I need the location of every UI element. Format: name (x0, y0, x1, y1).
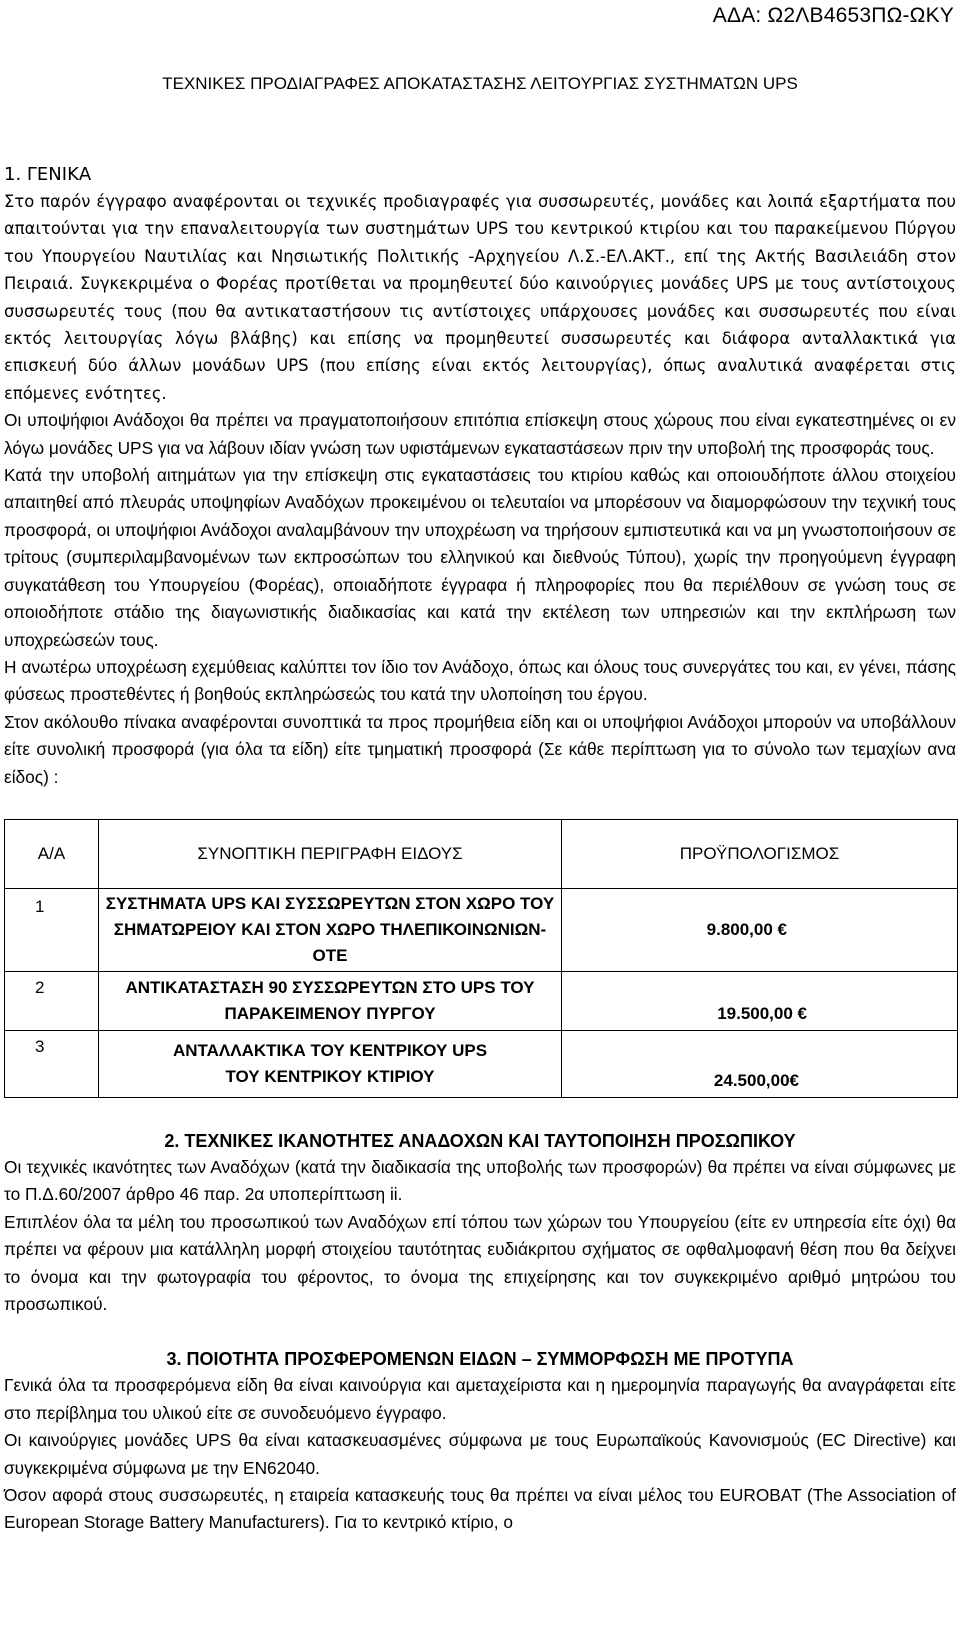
document-title: ΤΕΧΝΙΚΕΣ ΠΡΟΔΙΑΓΡΑΦΕΣ ΑΠΟΚΑΤΑΣΤΑΣΗΣ ΛΕΙΤΟΥΡΓΙΑΣ ΣΥΣΤΗΜΑΤΩΝ UPS (162, 74, 798, 93)
section2-paragraph-1: Οι τεχνικές ικανότητες των Αναδόχων (κατά την διαδικασία της υποβολής των προσφορών) θα πρέπει να είναι σύμφωνες με το Π.Δ.60/2007 άρθρο 46 παρ. 2α υποπερίπτωση ii. (4, 1156, 956, 1205)
row-aa: 2 (5, 971, 99, 1030)
table-row (5, 971, 958, 1030)
row-aa: 3 (5, 1030, 99, 1097)
row-description: ΣΥΣΤΗΜΑΤΑ UPS ΚΑΙ ΣΥΣΣΩΡΕΥΤΩΝ ΣΤΟΝ ΧΩΡΟ ΤΟΥ ΣΗΜΑΤΩΡΕΙΟΥ ΚΑΙ ΣΤΟΝ ΧΩΡΟ ΤΗΛΕΠΙΚΟΙΝΩΝΙΩΝ-ΟΤΕ (99, 888, 562, 971)
ada-code: ΑΔΑ: Ω2ΛΒ4653ΠΩ-ΩΚΥ (712, 4, 954, 27)
header-aa: Α/Α (5, 819, 99, 888)
section1-paragraph-5: Στον ακόλουθο πίνακα αναφέρονται συνοπτικά τα προς προμήθεια είδη και οι υποψήφιοι Ανάδοχοι μπορούν να υποβάλλουν είτε συνολική προσφορά (για όλα τα είδη) είτε τμηματική προσφορά (Σε κάθε περίπτωση για το σύνολο των τεμαχίων ανα είδος) : (4, 711, 956, 787)
document (4, 74, 956, 1537)
row-budget: 19.500,00 € (562, 971, 958, 1030)
section1-paragraph-3: Κατά την υποβολή αιτημάτων για την επίσκεψη στις εγκαταστάσεις του κτιρίου καθώς και οποιουδήποτε άλλου στοιχείου απαιτηθεί από πλευράς υποψηφίων Αναδόχων προκειμένου οι τελευταίοι να μπορέσουν να διαμορφώσουν την τεχνική τους προσφορά, οι υποψήφιοι Ανάδοχοι αναλαμβάνουν την υποχρέωση να τηρήσουν εμπιστευτικά και να μη γνωστοποιήσουν σε τρίτους (συμπεριλαμβανομένων των εκπροσώπων του ελληνικού και διεθνούς Τύπου), χωρίς την προηγούμενη έγγραφη συγκατάθεση του Υπουργείου (Φορέας), οποιαδήποτε έγγραφα ή πληροφορίες που θα περιέλθουν σε γνώση τους σε οποιοδήποτε στάδιο της διαγωνιστικής διαδικασίας και κατά την εκτέλεση των υπηρεσιών και την εκπλήρωση των υποχρεώσεών τους. (4, 465, 956, 650)
header-budget: ΠΡΟΫΠΟΛΟΓΙΣΜΟΣ (562, 819, 958, 888)
section3-paragraph-1: Γενικά όλα τα προσφερόμενα είδη θα είναι καινούργια και αμεταχείριστα και η ημερομηνία παραγωγής θα αναγράφεται είτε στο περίβλημα του υλικού είτε σε συνοδευόμενο έγγραφο. (4, 1375, 956, 1423)
row-description: ΑΝΤΙΚΑΤΑΣΤΑΣΗ 90 ΣΥΣΣΩΡΕΥΤΩΝ ΣΤΟ UPS ΤΟΥ ΠΑΡΑΚΕΙΜΕΝΟΥ ΠΥΡΓΟΥ (99, 971, 562, 1030)
section3-heading: 3. ΠΟΙΟΤΗΤΑ ΠΡΟΣΦΕΡΟΜΕΝΩΝ ΕΙΔΩΝ – ΣΥΜΜΟΡΦΩΣΗ ΜΕ ΠΡΟΤΥΠΑ (166, 1349, 794, 1370)
items-table (4, 819, 958, 1098)
section1-paragraph-4: Η ανωτέρω υποχρέωση εχεμύθειας καλύπτει τον ίδιο τον Ανάδοχο, όπως και όλους τους συνεργάτες του και, εν γένει, πάσης φύσεως προστεθέντες ή βοηθούς εκπληρώσεώς του κατά την υλοποίηση του έργου. (4, 656, 956, 705)
section1-heading: 1. ΓΕΝΙΚΑ (4, 164, 92, 185)
row-budget: 24.500,00€ (562, 1030, 958, 1097)
section3-paragraph-3: Όσον αφορά στους συσσωρευτές, η εταιρεία κατασκευής τους θα πρέπει να είναι μέλος του EUROBAT (The Association of European Storage Battery Manufacturers). Για το κεντρικό κτίριο, ο (4, 1485, 956, 1533)
section1-paragraph-2: Οι υποψήφιοι Ανάδοχοι θα πρέπει να πραγματοποιήσουν επιτόπια επίσκεψη στους χώρους που είναι εγκατεστημένες οι εν λόγω μονάδες UPS για να λάβουν ιδίαν γνώση των υφιστάμενων εγκαταστάσεων πριν την υποβολή της προσφοράς τους. (4, 410, 956, 458)
section1-paragraph-1: Στο παρόν έγγραφο αναφέρονται οι τεχνικές προδιαγραφές για συσσωρευτές, μονάδες και λοιπά εξαρτήματα που απαιτούνται για την επαναλειτουργία των συστημάτων UPS του κεντρικού κτιρίου και του παρακείμενου Πύργου του Υπουργείου Ναυτιλίας και Νησιωτικής Πολιτικής -Αρχηγείου Λ.Σ.-ΕΛ.ΑΚΤ., επί της Ακτής Βασιλειάδη στον Πειραιά. Συγκεκριμένα ο Φορέας προτίθεται να προμηθευτεί δύο καινούργιες μονάδες UPS με τους αντίστοιχους συσσωρευτές τους (που θα αντικαταστήσουν τις αντίστοιχες υπάρχουσες μονάδες και συσσωρευτές που είναι εκτός λειτουργίας λόγω βλάβης) και επίσης να προμηθευτεί συσσωρευτές και διάφορα ανταλλακτικά για επισκευή δύο άλλων μονάδων UPS (που επίσης είναι εκτός λειτουργίας), όπως αναλυτικά αναφέρεται στις επόμενες ενότητες. (4, 192, 956, 403)
section2-paragraph-2: Επιπλέον όλα τα μέλη του προσωπικού των Αναδόχων επί τόπου των χώρων του Υπουργείου (είτε εν υπηρεσία είτε όχι) θα πρέπει να φέρουν μια κατάλληλη μορφή στοιχείου ταυτότητας ευδιάκριτου σχήματος σε οφθαλμοφανή θέση που θα δείχνει το όνομα και την φωτογραφία του φέροντος, το όνομα της επιχείρησης και τον συγκεκριμένο αριθμό μητρώου του προσωπικού. (4, 1211, 956, 1314)
section2-heading: 2. ΤΕΧΝΙΚΕΣ ΙΚΑΝΟΤΗΤΕΣ ΑΝΑΔΟΧΩΝ ΚΑΙ ΤΑΥΤΟΠΟΙΗΣΗ ΠΡΟΣΩΠΙΚΟΥ (164, 1130, 796, 1151)
row-description: ΑΝΤΑΛΛΑΚΤΙΚΑ ΤΟΥ ΚΕΝΤΡΙΚΟΥ UPS ΤΟΥ ΚΕΝΤΡΙΚΟΥ ΚΤΙΡΙΟΥ (99, 1030, 562, 1097)
row-budget: 9.800,00 € (562, 888, 958, 971)
table-row (5, 1030, 958, 1097)
header-description: ΣΥΝΟΠΤΙΚΗ ΠΕΡΙΓΡΑΦΗ ΕΙΔΟΥΣ (99, 819, 562, 888)
section3-paragraph-2: Οι καινούργιες μονάδες UPS θα είναι κατασκευασμένες σύμφωνα με τους Ευρωπαϊκούς Κανονισμούς (EC Directive) και συγκεκριμένα σύμφωνα με την EN62040. (4, 1430, 956, 1478)
table-header-row (5, 819, 958, 888)
table-row (5, 888, 958, 971)
row-aa: 1 (5, 888, 99, 971)
